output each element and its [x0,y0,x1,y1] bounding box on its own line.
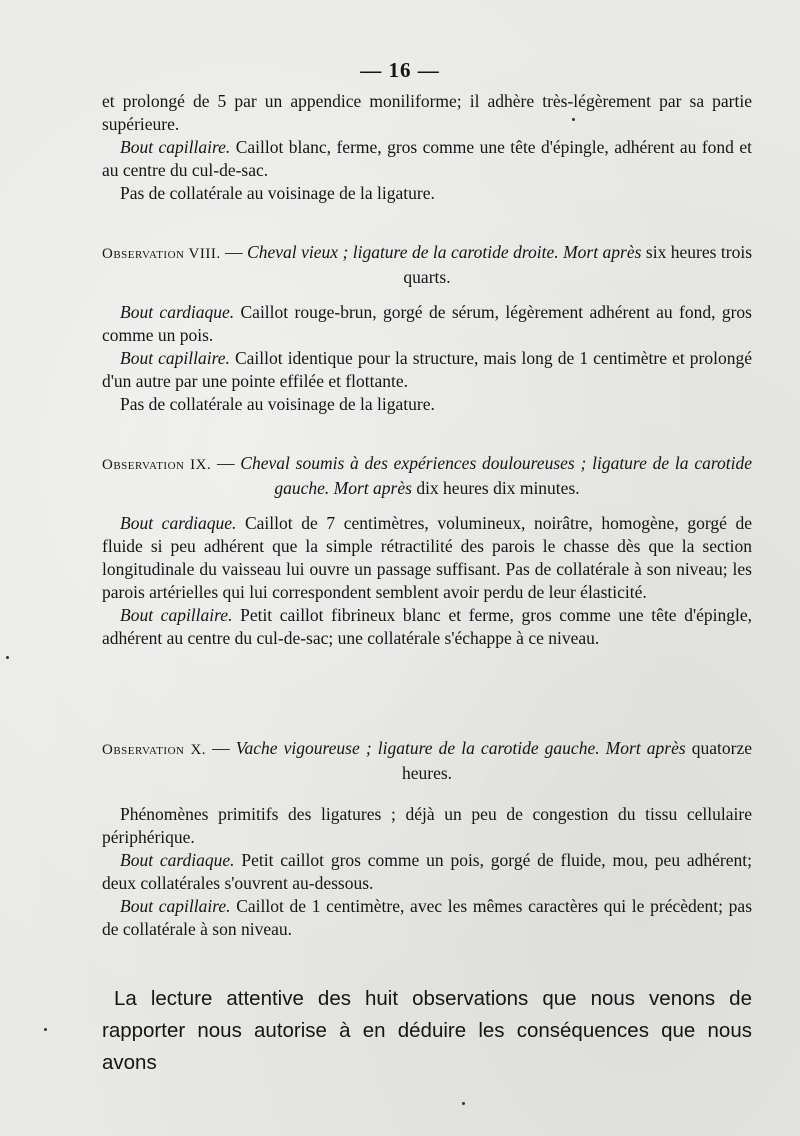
bout-cardiaque-label: Bout cardiaque. [120,850,235,870]
observation-9 [102,452,752,650]
collaterale-note: Pas de collatérale au voisinage de la ligature. [120,183,435,203]
ink-speck [44,1028,47,1031]
intro-capillaire-paragraph [102,136,752,182]
bout-capillaire-text: Petit caillot fibrineux blanc et ferme, gros comme une tête d'épingle, adhérent au centre du cul-de-sac; une collatérale s'échappe à ce niveau. [102,605,752,648]
cardiaque-paragraph [102,849,752,895]
observation-title-rest: six heures trois quarts. [403,242,753,287]
intro-paragraph: et prolongé de 5 par un appendice moniliforme; il adhère très-légèrement par sa partie supérieure. [102,91,752,134]
bout-capillaire-text: Caillot blanc, ferme, gros comme une tête d'épingle, adhérent au fond et au centre du cul-de-sac. [102,137,752,180]
ink-speck [6,656,9,659]
observation-8 [102,241,752,416]
observation-title-rest: dix heures dix minutes. [411,478,580,498]
cardiaque-paragraph [102,512,752,604]
capillaire-paragraph [102,347,752,393]
observation-title-rest: quatorze heures. [401,738,753,783]
collaterale-note: Pas de collatérale au voisinage de la ligature. [120,394,435,414]
bout-capillaire-label: Bout capillaire. [120,137,231,157]
conclusion-paragraph: La lecture attentive des huit observations que nous venons de rapporter nous autorise à en déduire les conséquences que nous avons [102,987,752,1074]
observation-title: Vache vigoureuse ; ligature de la carotide gauche. Mort après [235,738,686,758]
observation-10-heading [102,737,752,785]
intro-section [102,90,752,205]
observation-9-heading [102,452,752,500]
observation-label: Observation IX. [102,457,212,473]
page-number: — 16 — [360,58,440,82]
bout-capillaire-text: Caillot de 1 centimètre, avec les mêmes caractères qui le précèdent; pas de collatérale à son niveau. [102,896,753,939]
bout-cardiaque-label: Bout cardiaque. [120,513,237,533]
bout-cardiaque-text: Caillot rouge-brun, gorgé de sérum, légèrement adhérent au fond, gros comme un pois. [102,302,752,345]
bout-capillaire-text: Caillot identique pour la structure, mais long de 1 centimètre et prolongé d'un autre par une pointe effilée et flottante. [102,348,752,391]
capillaire-paragraph [102,895,752,941]
cardiaque-paragraph [102,301,752,347]
bout-cardiaque-text: Caillot de 7 centimètres, volumineux, noirâtre, homogène, gorgé de fluide si peu adhérent que la simple rétractilité des parois le chasse dès que la section longitudinale du vaisseau lui ouvre un passage suffisant. Pas de collatérale à son niveau; les parois artérielles qui lui correspondent semblent avoir perdu de leur élasticité. [102,513,752,602]
capillaire-paragraph [102,604,752,650]
observation-label: Observation X. [102,742,207,758]
observation-10 [102,737,752,941]
heading-dash: — [211,453,241,473]
bout-cardiaque-text: Petit caillot gros comme un pois, gorgé de fluide, mou, peu adhérent; deux collatérales s'ouvrent au-dessous. [102,850,752,893]
bout-cardiaque-label: Bout cardiaque. [120,302,235,322]
observation-label: Observation VIII. [102,246,221,262]
bout-capillaire-label: Bout capillaire. [120,896,231,916]
heading-dash: — [220,242,248,262]
heading-dash: — [206,738,236,758]
observation-8-heading [102,241,752,289]
ink-speck [462,1102,465,1105]
observation-title: Cheval vieux ; ligature de la carotide droite. Mort après [247,242,642,262]
observation-title: Cheval soumis à des expériences douloureuses ; ligature de la carotide gauche. Mort après [240,453,752,498]
bout-capillaire-label: Bout capillaire. [120,348,230,368]
phenomenes-paragraph: Phénomènes primitifs des ligatures ; déjà un peu de congestion du tissu cellulaire périphérique. [102,804,752,847]
bout-capillaire-label: Bout capillaire. [120,605,233,625]
